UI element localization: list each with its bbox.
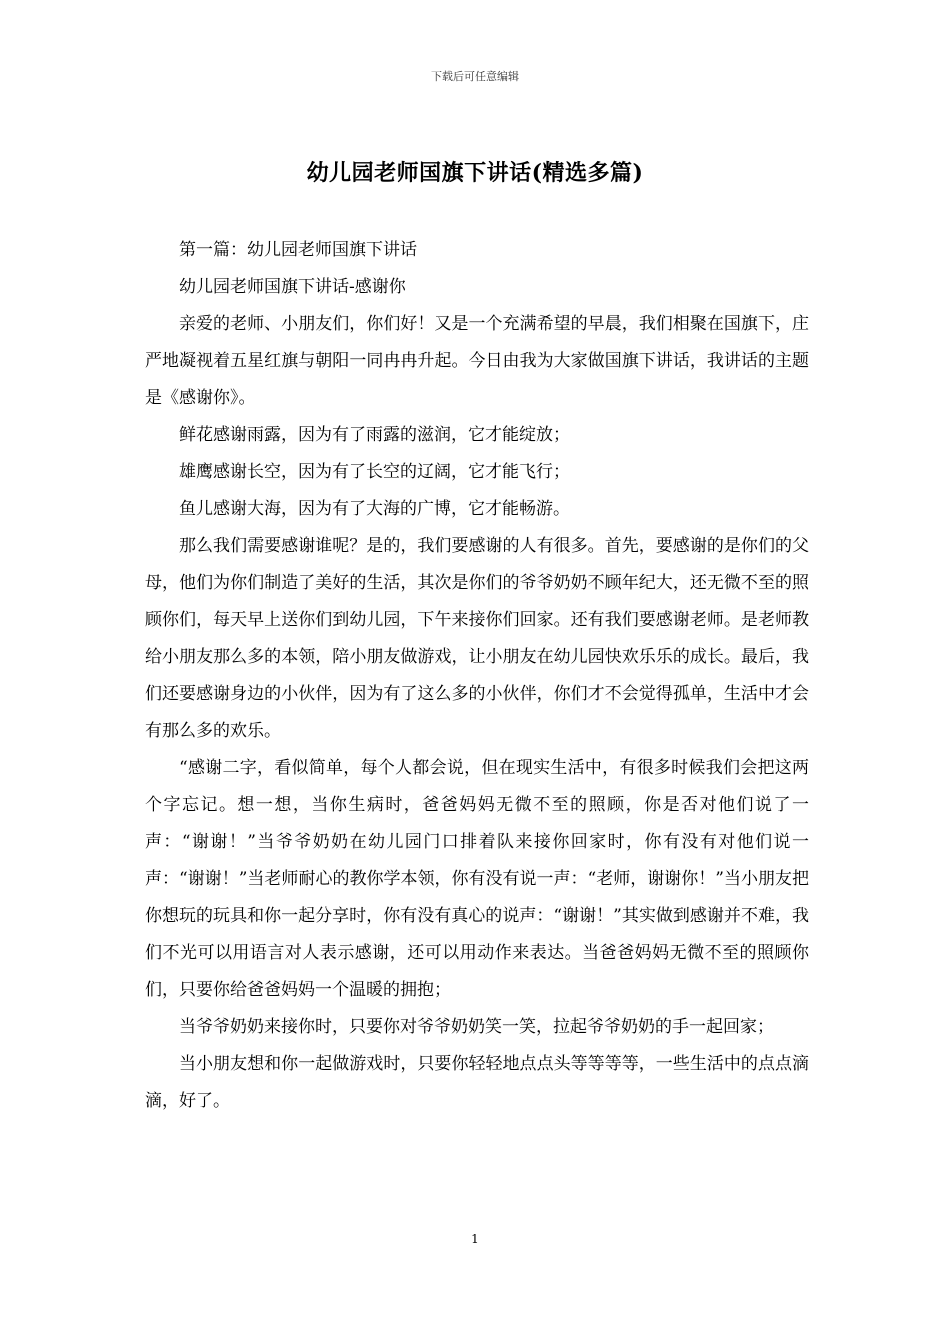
document-title: 幼儿园老师国旗下讲话(精选多篇) <box>306 160 644 186</box>
body-paragraph: 那么我们需要感谢谁呢？是的，我们要感谢的人有很多。首先，要感谢的是你们的父母，他们为你们制造了美好的生活，其次是你们的爷爷奶奶不顾年纪大，还无微不至的照顾你们，每天早上送你们到幼儿园，下午来接你们回家。还有我们要感谢老师。是老师教给小朋友那么多的本领，陪小朋友做游戏，让小朋友在幼儿园快欢乐乐的成长。最后，我们还要感谢身边的小伙伴，因为有了这么多的小伙伴，你们才不会觉得孤单，生活中才会有那么多的欢乐。 <box>145 536 809 741</box>
speech-subtitle: 幼儿园老师国旗下讲话-感谢你 <box>179 277 406 297</box>
body-paragraph: 鲜花感谢雨露，因为有了雨露的滋润，它才能绽放； <box>179 425 570 445</box>
body-paragraph: 亲爱的老师、小朋友们，你们好！又是一个充满希望的早晨，我们相聚在国旗下，庄严地凝视着五星红旗与朝阳一同冉冉升起。今日由我为大家做国旗下讲话，我讲话的主题是《感谢你》。 <box>145 314 809 408</box>
body-paragraph: 雄鹰感谢长空，因为有了长空的辽阔，它才能飞行； <box>179 462 570 482</box>
page-header-note: 下载后可任意编辑 <box>431 70 519 83</box>
body-paragraph: 当小朋友想和你一起做游戏时，只要你轻轻地点点头等等等等，一些生活中的点点滴滴，好了。 <box>145 1054 809 1111</box>
body-paragraph: “感谢二字，看似简单，每个人都会说，但在现实生活中，有很多时候我们会把这两个字忘记。想一想，当你生病时，爸爸妈妈无微不至的照顾，你是否对他们说了一声：“谢谢！”当爷爷奶奶在幼儿园门口排着队来接你回家时，你有没有对他们说一声：“谢谢！”当老师耐心的教你学本领，你有没有说一声：“老师，谢谢你！”当小朋友把你想玩的玩具和你一起分享时，你有没有真心的说声：“谢谢！”其实做到感谢并不难，我们不光可以用语言对人表示感谢，还可以用动作来表达。当爸爸妈妈无微不至的照顾你们，只要你给爸爸妈妈一个温暖的拥抱； <box>145 758 809 1000</box>
section-heading: 第一篇：幼儿园老师国旗下讲话 <box>179 240 417 260</box>
document-body <box>145 232 809 1120</box>
body-paragraph: 鱼儿感谢大海，因为有了大海的广博，它才能畅游。 <box>179 499 570 519</box>
page-number: 1 <box>471 1232 479 1246</box>
body-paragraph: 当爷爷奶奶来接你时，只要你对爷爷奶奶笑一笑，拉起爷爷奶奶的手一起回家； <box>179 1017 774 1037</box>
